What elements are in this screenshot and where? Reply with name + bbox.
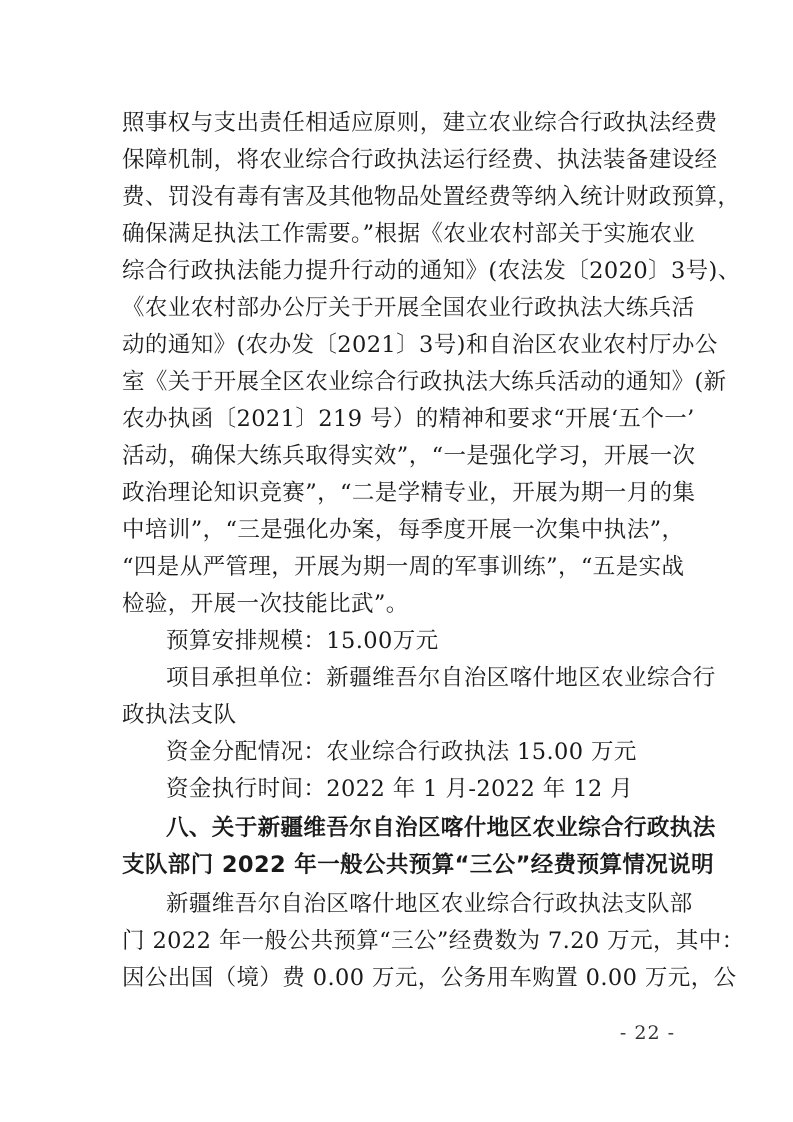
section-heading-cont: 支队部门 2022 年一般公共预算“三公”经费预算情况说明 (122, 852, 714, 878)
body-text-line: 门 2022 年一般公共预算“三公”经费数为 7.20 万元，其中： (122, 928, 745, 954)
body-text-line: 保障机制，将农业综合行政执法运行经费、执法装备建设经 (122, 147, 718, 173)
body-text-line: 综合行政执法能力提升行动的通知》(农法发〔2020〕3号)、 (122, 258, 741, 284)
body-text-line: 农办执函〔2021〕219 号）的精神和要求“开展‘五个一’ (122, 406, 695, 432)
body-text-line: 检验，开展一次技能比武”。 (122, 591, 409, 617)
body-text-line: 室《关于开展全区农业综合行政执法大练兵活动的通知》(新 (122, 369, 727, 395)
undertaking-unit-cont: 政执法支队 (122, 702, 237, 728)
body-text-line: 确保满足执法工作需要。”根据《农业农村部关于实施农业 (122, 221, 696, 247)
execution-period: 资金执行时间：2022 年 1 月-2022 年 12 月 (166, 776, 634, 802)
body-text-line: 因公出国（境）费 0.00 万元，公务用车购置 0.00 万元，公 (122, 965, 737, 991)
page-number: - 22 - (619, 1022, 675, 1044)
body-text-line: 动的通知》(农办发〔2021〕3号)和自治区农业农村厅办公 (122, 332, 718, 358)
budget-scale: 预算安排规模：15.00万元 (166, 628, 439, 654)
body-text-line: 《农业农村部办公厅关于开展全国农业行政执法大练兵活 (122, 295, 695, 321)
body-text-line: 政治理论知识竞赛”，“二是学精专业，开展为期一月的集 (122, 480, 696, 506)
body-text-line: 新疆维吾尔自治区喀什地区农业综合行政执法支队部 (166, 891, 693, 917)
fund-allocation: 资金分配情况：农业综合行政执法 15.00 万元 (166, 739, 637, 765)
section-heading: 八、关于新疆维吾尔自治区喀什地区农业综合行政执法 (166, 815, 716, 841)
body-text-line: 费、罚没有毒有害及其他物品处置经费等纳入统计财政预算， (122, 184, 741, 210)
body-text-line: 中培训”，“三是强化办案，每季度开展一次集中执法”， (122, 517, 685, 543)
undertaking-unit: 项目承担单位：新疆维吾尔自治区喀什地区农业综合行 (166, 665, 716, 691)
body-text-line: 照事权与支出责任相适应原则，建立农业综合行政执法经费 (122, 110, 718, 136)
body-text-line: 活动，确保大练兵取得实效”，“一是强化学习，开展一次 (122, 443, 696, 469)
body-text-line: “四是从严管理，开展为期一周的军事训练”，“五是实战 (122, 554, 685, 580)
